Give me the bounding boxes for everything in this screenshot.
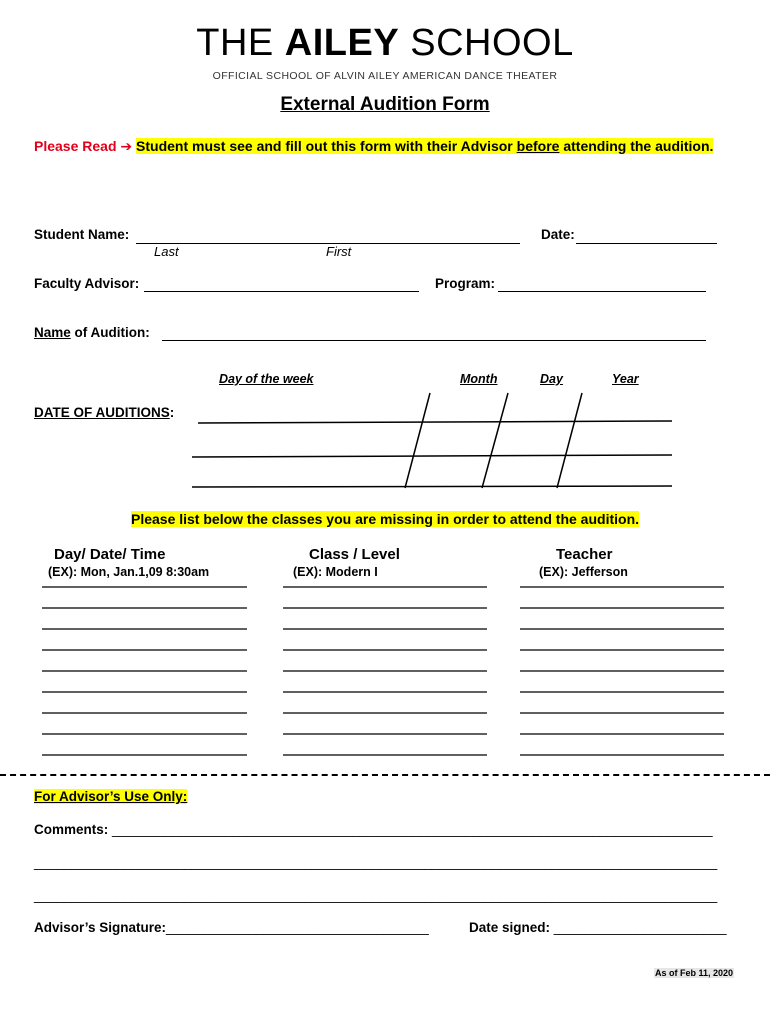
date-label: Date: [541, 227, 575, 242]
col-teacher-header: Teacher [556, 546, 613, 563]
signature-row [34, 920, 429, 935]
logo-subtitle: OFFICIAL SCHOOL OF ALVIN AILEY AMERICAN DANCE THEATER [212, 70, 558, 82]
advisor-heading-wrap [34, 789, 187, 804]
logo-word-ailey: AILEY [284, 22, 400, 64]
date-field[interactable] [576, 243, 717, 244]
notice-emphasis: before [516, 138, 560, 154]
day-of-week-hint: Day of the week [219, 372, 314, 386]
audition-name-label-name: Name [34, 325, 71, 340]
classes-instruction-wrap [0, 511, 770, 529]
notice-text [34, 137, 724, 155]
date-of-auditions-colon: : [169, 405, 175, 420]
audition-date-grid [0, 380, 770, 500]
col-class-level-example: (EX): Modern I [293, 565, 378, 579]
comments-field[interactable]: ________________________________________________________________________________ [112, 822, 713, 837]
right-arrow-icon: ➔ [120, 138, 133, 154]
student-name-label: Student Name: [34, 227, 130, 242]
form-title: External Audition Form [280, 94, 490, 115]
comments-row [34, 822, 713, 837]
day-hint: Day [540, 372, 563, 386]
school-logo [0, 22, 770, 65]
date-of-auditions-text: DATE OF AUDITIONS [34, 405, 170, 420]
program-field[interactable] [498, 291, 706, 292]
date-signed-label: Date signed: [469, 920, 551, 935]
col-class-level-header: Class / Level [309, 546, 400, 563]
year-hint: Year [612, 372, 639, 386]
date-divider-3 [557, 393, 582, 488]
version-date: As of Feb 11, 2020 [655, 968, 734, 978]
col-day-date-time-header: Day/ Date/ Time [54, 546, 166, 563]
date-signed-row [469, 920, 726, 935]
notice-highlight [136, 138, 713, 154]
logo-word-the: THE [196, 22, 274, 64]
audition-date-row-1[interactable] [198, 421, 672, 423]
classes-entry-lines [0, 580, 770, 760]
advisor-signature-field[interactable]: ___________________________________ [166, 920, 429, 935]
logo-word-school: SCHOOL [410, 22, 574, 64]
faculty-advisor-label: Faculty Advisor: [34, 276, 140, 291]
comments-label: Comments: [34, 822, 109, 837]
date-divider-2 [482, 393, 508, 488]
notice-text-before: Student must see and fill out this form with their Advisor [136, 138, 513, 154]
audition-name-label [34, 325, 150, 340]
please-read-label: Please Read [34, 138, 117, 154]
last-name-hint: Last [154, 244, 179, 259]
comments-line-2[interactable]: ___________________________________________________________________________________________ [34, 855, 718, 870]
classes-instruction: Please list below the classes you are missing in order to attend the audition. [130, 511, 640, 527]
date-divider-1 [405, 393, 430, 488]
audition-name-field[interactable] [162, 340, 706, 341]
month-hint: Month [460, 372, 498, 386]
cut-line-divider [0, 774, 770, 776]
first-name-hint: First [326, 244, 352, 259]
advisor-signature-label: Advisor’s Signature: [34, 920, 167, 935]
audition-date-row-3[interactable] [192, 486, 672, 487]
program-label: Program: [435, 276, 496, 291]
col-teacher-example: (EX): Jefferson [539, 565, 628, 579]
comments-line-3[interactable]: ___________________________________________________________________________________________ [34, 888, 718, 903]
audition-date-row-2[interactable] [192, 455, 672, 457]
advisor-use-only-heading: For Advisor’s Use Only: [34, 789, 188, 804]
notice-text-after: attending the audition. [563, 138, 714, 154]
date-signed-field[interactable]: _______________________ [553, 920, 727, 935]
faculty-advisor-field[interactable] [144, 291, 419, 292]
col-day-date-time-example: (EX): Mon, Jan.1,09 8:30am [48, 565, 210, 579]
audition-name-label-rest: of Audition: [70, 325, 150, 340]
